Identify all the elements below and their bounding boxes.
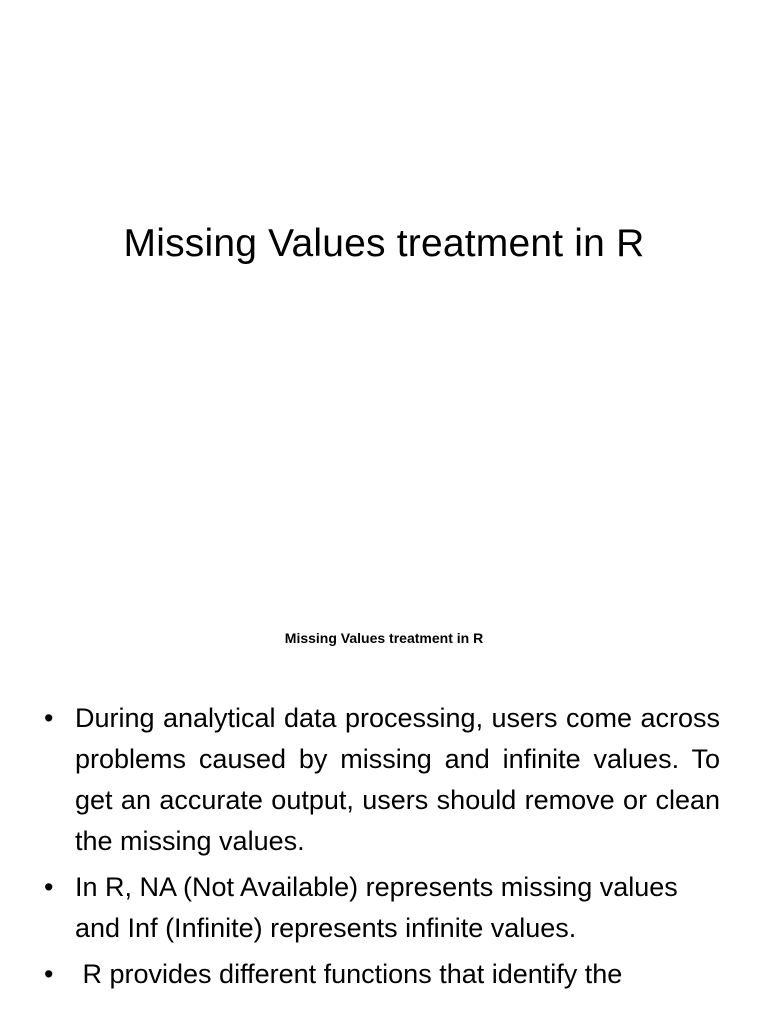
bullet-dot-icon: • (44, 959, 54, 989)
bullet-text: During analytical data processing, users come across problems caused by missing and infinite values. To get an accurate output, users should remove or clean the missing values. (75, 703, 720, 856)
bullet-item (44, 954, 720, 995)
bullet-dot-icon: • (44, 703, 54, 733)
bullet-item (44, 698, 720, 862)
bullet-text: In R, NA (Not Available) represents missing values and Inf (Infinite) represents infinite values. (75, 872, 678, 943)
slide-title: Missing Values treatment in R (123, 222, 645, 265)
bullet-dot-icon: • (44, 872, 54, 902)
bullet-item (44, 867, 720, 949)
slide-subtitle: Missing Values treatment in R (284, 630, 484, 646)
bullet-text: R provides different functions that identify the (75, 959, 623, 989)
bullet-list (44, 698, 720, 1000)
